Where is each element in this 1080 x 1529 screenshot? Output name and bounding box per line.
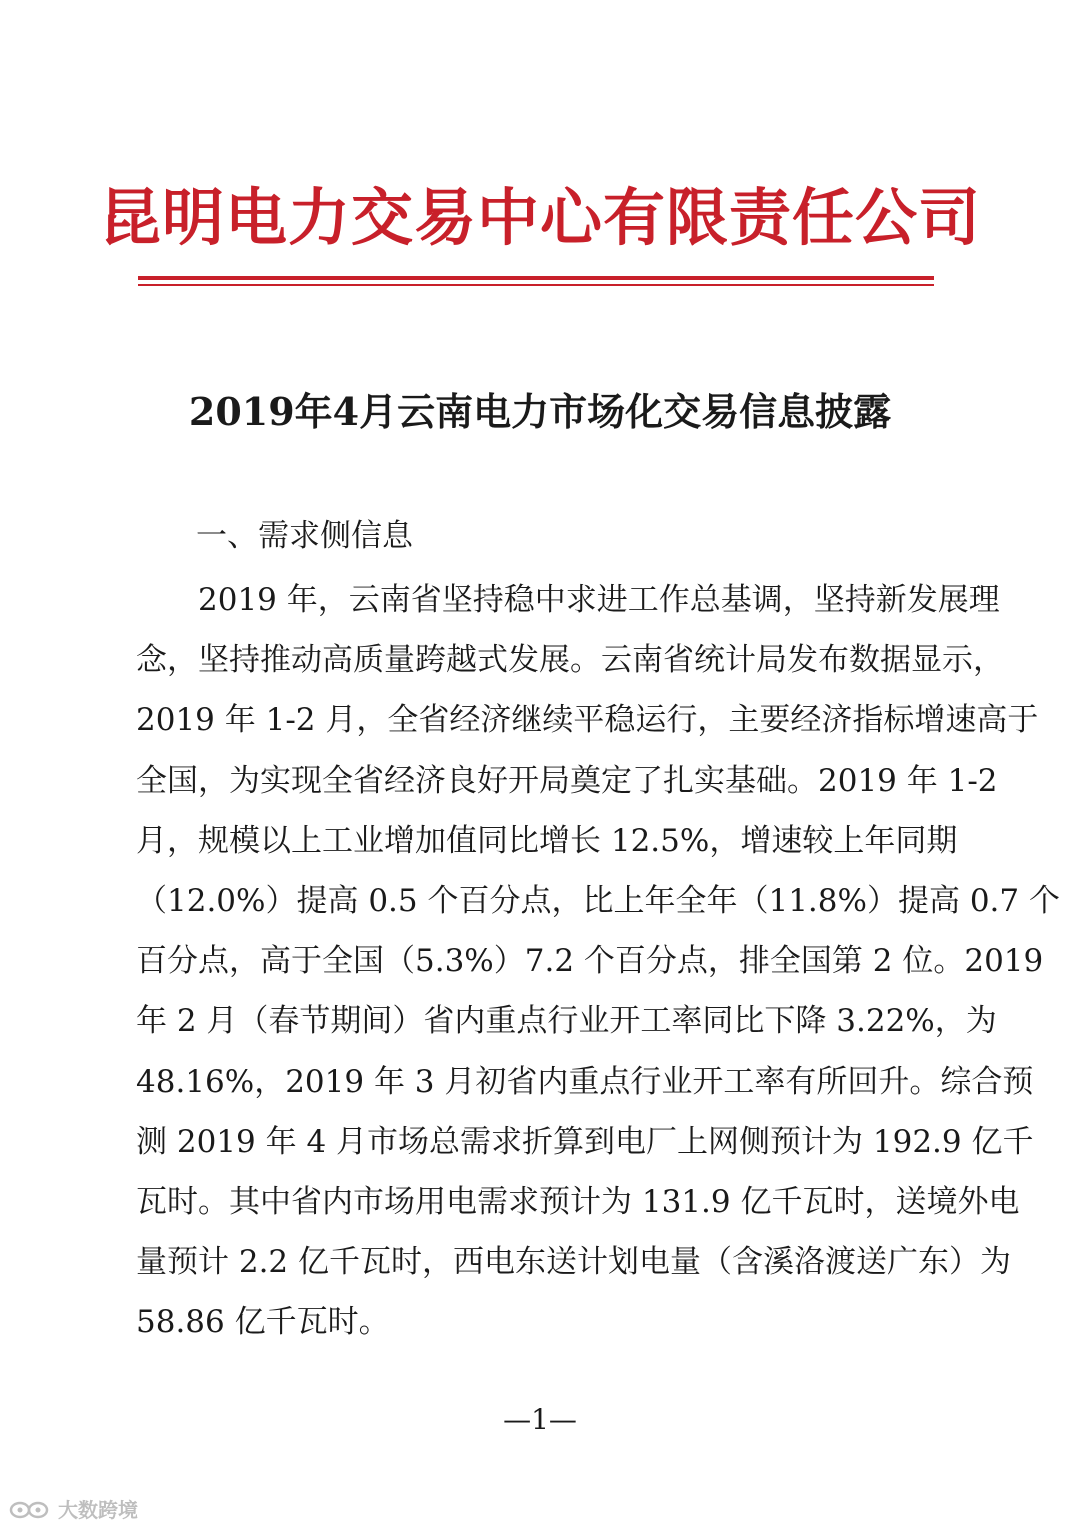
document-title: 2019年4月云南电力市场化交易信息披露 xyxy=(188,389,892,434)
paragraph-line: 月，规模以上工业增加值同比增长 12.5%，增速较上年同期 xyxy=(136,822,958,859)
page-number: —1— xyxy=(503,1403,577,1436)
body-paragraph xyxy=(136,570,1060,1352)
paragraph-line: 年 2 月（春节期间）省内重点行业开工率同比下降 3.22%，为 xyxy=(136,1003,997,1040)
paragraph-line: 58.86 亿千瓦时。 xyxy=(136,1304,390,1341)
paragraph-line: 量预计 2.2 亿千瓦时，西电东送计划电量（含溪洛渡送广东）为 xyxy=(136,1244,1012,1281)
paragraph-line: （12.0%）提高 0.5 个百分点，比上年全年（11.8%）提高 0.7 个 xyxy=(136,882,1060,919)
paragraph-line: 2019 年，云南省坚持稳中求进工作总基调，坚持新发展理 xyxy=(198,582,1000,618)
paragraph-line: 48.16%，2019 年 3 月初省内重点行业开工率有所回升。综合预 xyxy=(136,1063,1034,1100)
letterhead-divider-thick xyxy=(138,276,934,280)
letterhead-company-name: 昆明电力交易中心有限责任公司 xyxy=(98,181,981,254)
watermark-logo-icon xyxy=(8,1498,52,1522)
section-heading: 一、需求侧信息 xyxy=(196,518,413,554)
paragraph-line: 全国，为实现全省经济良好开局奠定了扎实基础。2019 年 1-2 xyxy=(136,762,998,799)
letterhead-divider-thin xyxy=(138,284,934,286)
paragraph-line: 百分点，高于全国（5.3%）7.2 个百分点，排全国第 2 位。2019 xyxy=(136,943,1044,980)
watermark-text: 大数跨境 xyxy=(58,1498,138,1522)
paragraph-line: 瓦时。其中省内市场用电需求预计为 131.9 亿千瓦时，送境外电 xyxy=(136,1183,1020,1220)
paragraph-line: 测 2019 年 4 月市场总需求折算到电厂上网侧预计为 192.9 亿千 xyxy=(136,1123,1034,1160)
watermark xyxy=(8,1498,138,1522)
paragraph-line: 念，坚持推动高质量跨越式发展。云南省统计局发布数据显示， xyxy=(136,642,1004,679)
paragraph-line: 2019 年 1-2 月，全省经济继续平稳运行，主要经济指标增速高于 xyxy=(136,702,1039,739)
